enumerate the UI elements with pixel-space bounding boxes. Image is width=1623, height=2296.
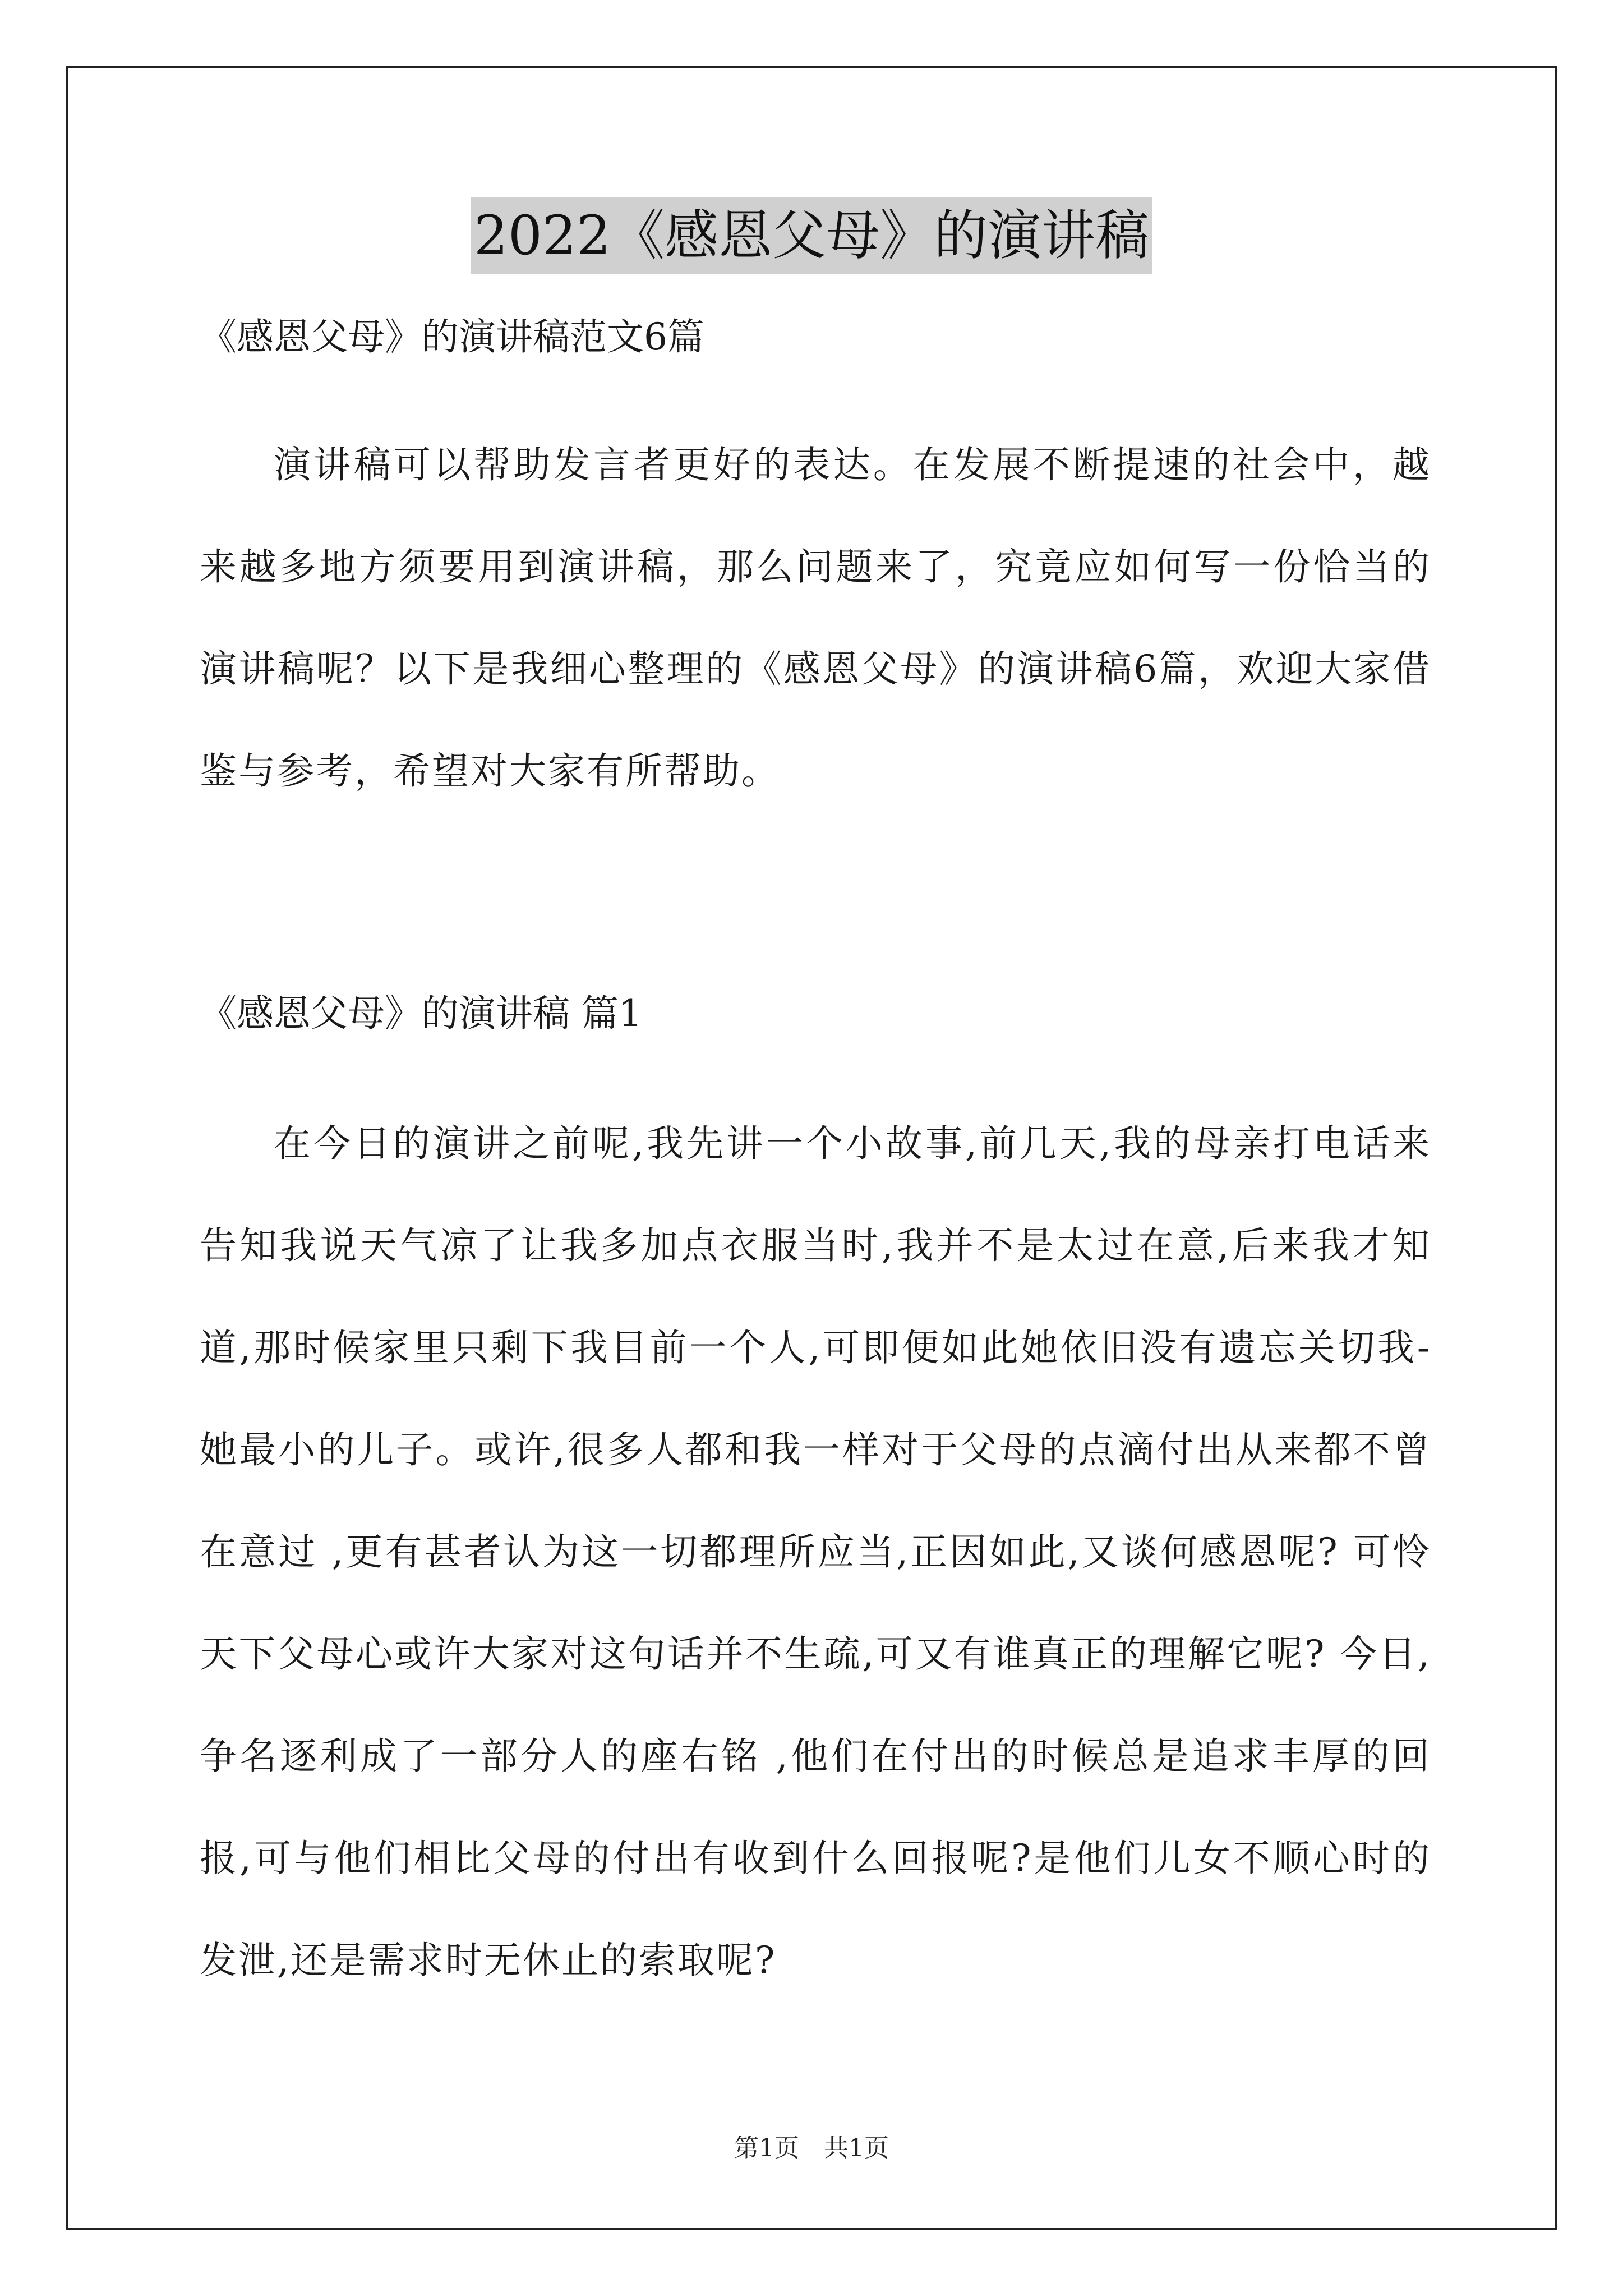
document-subtitle: 《感恩父母》的演讲稿范文6篇 <box>200 315 704 358</box>
section-paragraph: 在今日的演讲之前呢,我先讲一个小故事,前几天,我的母亲打电话来告知我说天气凉了让我多加点衣服当时,我并不是太过在意,后来我才知道,那时候家里只剩下我目前一个人,可即便如此她依旧没有遗忘关切我-她最小的儿子。或许,很多人都和我一样对于父母的点滴付出从来都不曾在意过 ,更有甚者认为这一切都理所应当,正因如此,又谈何感恩呢? 可怜天下父母心或许大家对这句话并不生疏,可又有谁真正的理解它呢? 今日,争名逐利成了一部分人的座右铭 ,他们在付出的时候总是追求丰厚的回报,可与他们相比父母的付出有收到什么回报呢?是他们儿女不顺心时的发泄,还是需求时无休止的索取呢? <box>200 1122 1431 1982</box>
intro-paragraph: 演讲稿可以帮助发言者更好的表达。在发展不断提速的社会中，越来越多地方须要用到演讲稿，那么问题来了，究竟应如何写一份恰当的演讲稿呢？以下是我细心整理的《感恩父母》的演讲稿6篇，欢迎大家借鉴与参考，希望对大家有所帮助。 <box>200 443 1431 793</box>
page-footer <box>0 2132 1623 2165</box>
document-body <box>200 297 1431 2012</box>
page-number: 第1页 共1页 <box>734 2134 889 2162</box>
document-title: 2022《感恩父母》的演讲稿 <box>471 197 1152 274</box>
section-heading: 《感恩父母》的演讲稿 篇1 <box>200 992 642 1035</box>
title-container <box>0 197 1623 274</box>
